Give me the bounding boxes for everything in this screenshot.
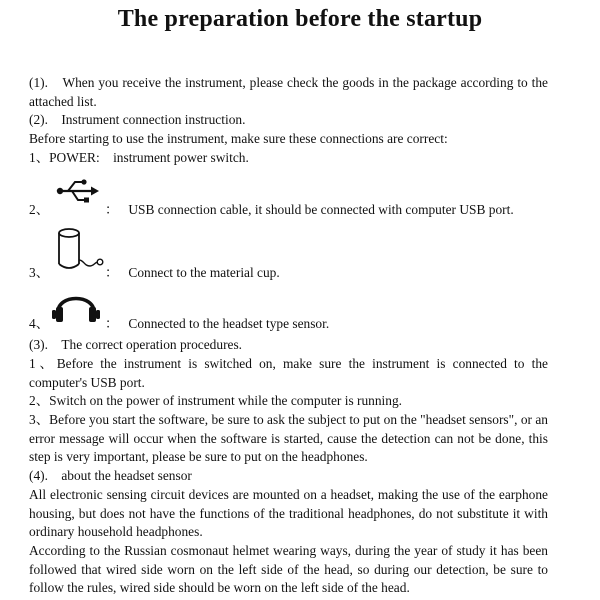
headset-paragraph-1: All electronic sensing circuit devices are mounted on a headset, making the use of the earphone housing, but does not have the functions of the traditional headphones, do not substitute it with ordinary household headphones. <box>29 487 548 540</box>
operation-step-2: 2、Switch on the power of instrument while the computer is running. <box>29 393 403 408</box>
item-usb-text: USB connection cable, it should be connected with computer USB port. <box>128 202 514 217</box>
item-usb-description <box>105 199 514 218</box>
item-cup-text: Connect to the material cup. <box>128 265 280 280</box>
section-heading-headset: (4). about the headset sensor <box>29 468 192 483</box>
headphones-icon <box>50 286 102 331</box>
item-headset-text: Connected to the headset type sensor. <box>128 316 330 331</box>
item-headset-colon: ： <box>105 316 119 331</box>
item-headset-description <box>105 313 329 332</box>
page-title: The preparation before the startup <box>117 6 483 32</box>
item-cup-colon: ： <box>105 265 119 280</box>
item-headset-number: 4、 <box>29 316 50 331</box>
usb-icon <box>55 176 101 211</box>
material-cup-icon <box>54 226 108 279</box>
section-heading-connection: (2). Instrument connection instruction. <box>29 112 246 127</box>
headset-paragraph-2: According to the Russian cosmonaut helmet wearing ways, during the year of study it has been followed that wired side worn on the left side of the head, so during our detection, be sure to follow the rules, wired side should be worn on the left side of the head. <box>29 543 548 596</box>
item-cup-number: 3、 <box>29 265 50 280</box>
item-usb-colon: ： <box>105 202 119 217</box>
connection-intro: Before starting to use the instrument, make sure these connections are correct: <box>29 131 448 146</box>
paragraph-check-goods: (1). When you receive the instrument, please check the goods in the package according to the attached list. <box>29 75 548 109</box>
section-heading-operation: (3). The correct operation procedures. <box>29 337 243 352</box>
operation-step-3: 3、Before you start the software, be sure to ask the subject to put on the "headset sensors", or an error message will occur when the software is started, cause the detection can not be done, this step is very important, please be sure to put on the headphones. <box>29 412 548 465</box>
operation-step-1: 1、Before the instrument is switched on, make sure the instrument is connected to the computer's USB port. <box>29 356 548 390</box>
item-usb-number: 2、 <box>29 202 50 217</box>
item-power-switch: 1、POWER: instrument power switch. <box>29 150 249 165</box>
item-cup-description <box>105 262 280 281</box>
